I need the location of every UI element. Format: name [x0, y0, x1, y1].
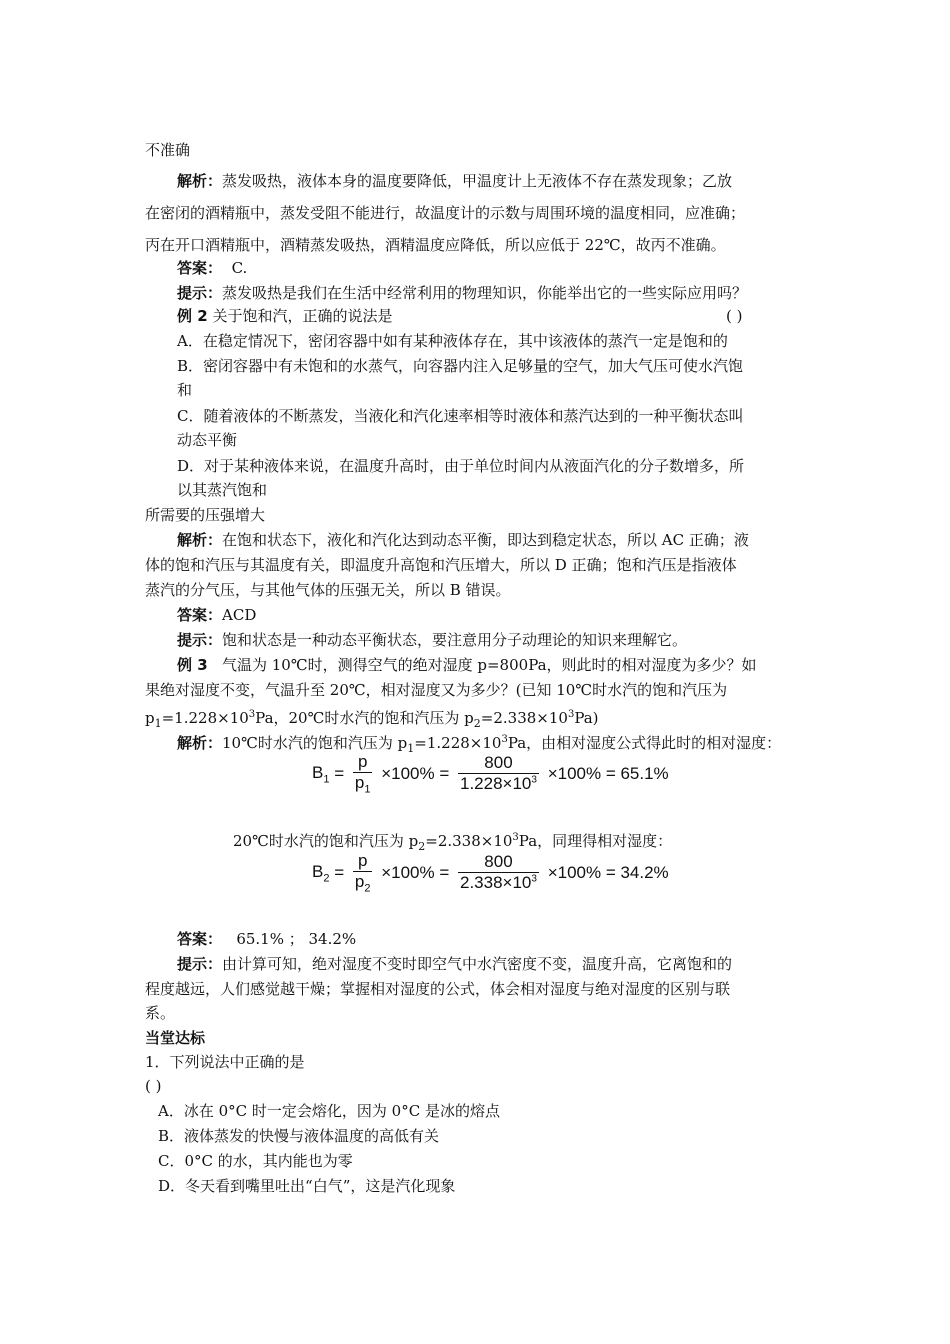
text-span: =1.228×10 — [414, 734, 502, 752]
relative-humidity-formula-1 — [312, 752, 669, 795]
text-span: =2.338×10 — [425, 832, 513, 850]
text-span: 饱和状态是一种动态平衡状态，要注意用分子动理论的知识来理解它。 — [222, 631, 688, 649]
text-line — [177, 530, 749, 550]
text-span: ACD — [222, 606, 257, 624]
text-line — [177, 258, 247, 278]
hint-label: 提示： — [177, 955, 223, 973]
superscript: 3 — [512, 832, 519, 843]
option-d: D．对于某种液体来说，在温度升高时，由于单位时间内从液面汽化的分子数增多，所 — [177, 457, 745, 475]
formula-subscript: 2 — [364, 882, 371, 895]
subscript: 2 — [473, 717, 481, 730]
superscript: 3 — [248, 709, 256, 720]
text-span: 气温为 10℃时，测得空气的绝对湿度 p=800Pa，则此时的相对湿度为多少？如 — [221, 656, 757, 674]
subscript: 1 — [407, 742, 415, 755]
text-line — [177, 655, 757, 675]
text-line: 蒸汽的分气压，与其他气体的压强无关，所以 B 错误。 — [145, 581, 511, 599]
fraction-numerator: 800 — [484, 753, 513, 773]
option-c: C．随着液体的不断蒸发，当液化和汽化速率相等时液体和蒸汽达到的一种平衡状态叫 — [177, 407, 744, 425]
fraction-denominator — [353, 871, 373, 894]
example-label: 例 3 — [177, 656, 208, 674]
formula-subscript: 2 — [323, 871, 330, 884]
fraction-numerator: p — [357, 752, 368, 771]
answer-label: 答案： — [177, 930, 223, 948]
answer-bracket: ( ) — [726, 307, 743, 325]
superscript: 3 — [567, 709, 575, 720]
section-heading: 当堂达标 — [145, 1029, 206, 1047]
formula-text: ×100% = — [381, 763, 450, 783]
answer-label: 答案： — [177, 606, 223, 624]
text-span: 关于饱和汽，正确的说法是 — [212, 307, 393, 325]
text-line: 所需要的压强增大 — [145, 506, 266, 524]
option-d: D．冬天看到嘴里吐出“白气”，这是汽化现象 — [158, 1177, 456, 1195]
option-c: C．0°C 的水，其内能也为零 — [158, 1152, 353, 1170]
formula-text: 2.338×10 — [460, 873, 532, 893]
text-span: =2.338×10 — [480, 709, 568, 727]
formula-symbol: B — [312, 762, 324, 782]
option-a: A．冰在 0°C 时一定会熔化，因为 0°C 是冰的熔点 — [158, 1102, 500, 1120]
superscript: 3 — [501, 734, 508, 745]
text-line: 不准确 — [145, 141, 191, 159]
formula-lhs — [312, 763, 329, 785]
formula-subscript: 1 — [323, 772, 330, 785]
text-span: 在饱和状态下，液化和汽化达到动态平衡，即达到稳定状态，所以 AC 正确；液 — [222, 531, 749, 549]
formula-subscript: 1 — [364, 783, 371, 796]
text-line: 果绝对湿度不变，气温升至 20℃，相对湿度又为多少？(已知 10℃时水汽的饱和汽压为 — [145, 681, 728, 699]
text-span: Pa，由相对湿度公式得此时的相对湿度： — [507, 734, 782, 752]
text-line: 丙在开口酒精瓶中，酒精蒸发吸热，酒精温度应降低，所以应低于 22℃，故丙不准确。 — [145, 236, 726, 254]
text-span: Pa，20℃时水汽的饱和汽压为 p — [255, 709, 474, 727]
text-line — [177, 283, 747, 303]
formula-result: ×100% = 65.1% — [547, 763, 669, 783]
text-line — [177, 929, 356, 949]
formula-text: 1.228×10 — [460, 774, 532, 794]
answer-label: 答案： — [177, 259, 223, 277]
example-label: 例 2 — [177, 307, 208, 325]
text-line — [177, 605, 256, 625]
fraction-denominator — [458, 773, 539, 794]
text-span: 由计算可知，绝对湿度不变时即空气中水汽密度不变，温度升高，它离饱和的 — [222, 955, 733, 973]
relative-humidity-formula-2 — [312, 851, 669, 894]
formula-lhs — [312, 862, 329, 884]
formula-text: ×100% = — [381, 862, 450, 882]
option-b: B．液体蒸发的快慢与液体温度的高低有关 — [158, 1127, 440, 1145]
analysis-label: 解析： — [177, 172, 223, 190]
fraction-denominator — [353, 772, 373, 795]
analysis-label: 解析： — [177, 531, 223, 549]
text-line: 体的饱和汽压与其温度有关，即温度升高饱和汽压增大，所以 D 正确；饱和汽压是指液体 — [145, 556, 737, 574]
question-1: 1．下列说法中正确的是 — [145, 1053, 305, 1071]
formula-superscript: 3 — [531, 774, 537, 786]
text-line: 动态平衡 — [177, 431, 238, 449]
text-span: Pa) — [574, 709, 599, 727]
text-line — [177, 954, 732, 974]
formula-symbol: B — [312, 861, 324, 881]
text-line — [177, 630, 687, 650]
option-a: A．在稳定情况下，密闭容器中如有某种液体存在，其中该液体的蒸汽一定是饱和的 — [177, 332, 728, 350]
answer-bracket: ( ) — [145, 1077, 162, 1095]
formula-symbol: p — [354, 872, 365, 891]
formula-equals: = — [334, 862, 345, 882]
fraction — [458, 753, 539, 794]
text-line — [177, 306, 392, 326]
text-span: 65.1% ； 34.2% — [236, 930, 357, 948]
text-line — [177, 171, 732, 191]
text-line: 和 — [177, 381, 193, 399]
text-line: 以其蒸汽饱和 — [177, 481, 268, 499]
text-line: 程度越远，人们感觉越干燥；掌握相对湿度的公式，体会相对湿度与绝对湿度的区别与联 — [145, 980, 731, 998]
text-span: 蒸发吸热，液体本身的温度要降低，甲温度计上无液体不存在蒸发现象；乙放 — [222, 172, 733, 190]
hint-label: 提示： — [177, 284, 223, 302]
formula-superscript: 3 — [531, 873, 537, 885]
fraction-numerator: p — [357, 851, 368, 870]
text-span: 20℃时水汽的饱和汽压为 p — [233, 832, 419, 850]
fraction-numerator: 800 — [484, 852, 513, 872]
option-b: B．密闭容器中有未饱和的水蒸气，向容器内注入足够量的空气，加大气压可使水汽饱 — [177, 357, 744, 375]
fraction — [353, 752, 373, 795]
text-span: C. — [231, 259, 248, 277]
text-span: 蒸发吸热是我们在生活中经常利用的物理知识，你能举出它的一些实际应用吗？ — [222, 284, 748, 302]
formula-result: ×100% = 34.2% — [547, 862, 669, 882]
text-line: 系。 — [145, 1004, 176, 1022]
text-span: p — [145, 709, 155, 727]
formula-symbol: p — [354, 773, 365, 792]
text-span: Pa，同理得相对湿度： — [518, 832, 673, 850]
text-span: 10℃时水汽的饱和汽压为 p — [222, 734, 408, 752]
subscript: 1 — [154, 717, 162, 730]
fraction — [353, 851, 373, 894]
formula-equals: = — [334, 763, 345, 783]
subscript: 2 — [418, 840, 426, 853]
text-span: =1.228×10 — [161, 709, 249, 727]
text-line: 在密闭的酒精瓶中，蒸发受阻不能进行，故温度计的示数与周围环境的温度相同，应准确； — [145, 204, 746, 222]
fraction-denominator — [458, 872, 539, 893]
hint-label: 提示： — [177, 631, 223, 649]
analysis-label: 解析： — [177, 734, 223, 752]
fraction — [458, 852, 539, 893]
